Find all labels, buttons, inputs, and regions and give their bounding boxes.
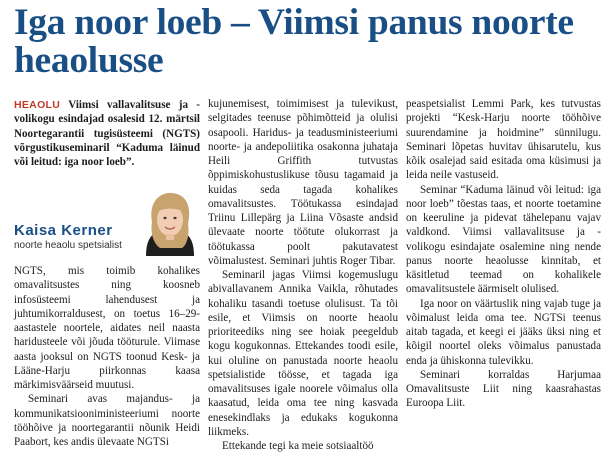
- author-portrait: [132, 190, 208, 256]
- section-label: HEAOLU: [14, 99, 61, 111]
- paragraph: NGTS, mis toimib kohalikes omavalitsustes ning koosneb infosüsteemi lahendusest ja juhtumikorraldusest, on toetus 16–29-aastastele noortele, aidates neil naasta haridusteele või jõuda tööturule. Viimase aasta jooksul on NGTS toonud Kesk- ja Lääne-Harju piirkonnas kaasa märkimisväärseid muutusi.: [14, 265, 200, 391]
- paragraph: Iga noor on väärtuslik ning vajab tuge ja võimalust leida oma tee. NGTSi teenus aitab tagada, et keegi ei jääks üksi ning et kõigil noortel oleks võimalus panustada enda ja ühiskonna tulevikku.: [406, 297, 601, 367]
- author-role: noorte heaolu spetsialist: [14, 240, 122, 251]
- lead-paragraph: [14, 98, 200, 169]
- column-2: [208, 97, 398, 453]
- paragraph: Seminar “Kaduma läinud või leitud: iga noor loeb” tõestas taas, et noorte toetamine on keeruline ja pidevat tähelepanu vajav valdkond. Viimsi vallavalitsuse ja -volikogu esindajate osalemine ning nende panus noorte heaolusse kinnitab, et käsitletud teemad on kohalikele omavalitsustele äärmiselt olulised.: [406, 183, 601, 296]
- paragraph: peaspetsialist Lemmi Park, kes tutvustas projekti “Kesk-Harju noorte tööhõive suurendamine ja hoidmine” sünnilugu. Seminari lõpetas huvitav ühisarutelu, kus kõik osalejad said esitada oma küsimusi ja leida neile vastuseid.: [406, 98, 601, 182]
- author-byline: [14, 190, 200, 254]
- author-name: Kaisa Kerner: [14, 222, 113, 239]
- paragraph: Ettekande tegi ka meie sotsiaaltöö: [222, 440, 374, 452]
- headline: Iga noor loeb – Viimsi panus noorte heaolusse: [14, 2, 574, 81]
- column-1-body: [14, 264, 200, 449]
- paragraph: Seminari avas majandus- ja kommunikatsiooniministeeriumi noorte tööhõive ja noortegarantii nõunik Heidi Paabort, kes andis ülevaate NGTSi: [14, 393, 200, 448]
- column-1-lead: [14, 98, 200, 169]
- paragraph: Seminaril jagas Viimsi kogemuslugu abivallavanem Annika Vaikla, rõhutades kohaliku tasandi toetuse olulisust. Ta tõi esile, et Viimsis on noorte heaolu prioriteediks ning see hoiak peegeldub kogu kogukonnas. Ettekandes toodi esile, kui oluline on panustada noorte heaolu spetsialistide töösse, et tagada iga omavalitsuses igale noorele võimalus olla kaasatud, leida oma tee ning kasvada enesekindlaks ja edukaks kogukonna liikmeks.: [208, 269, 398, 438]
- paragraph: Seminari korraldas Harjumaa Omavalitsuste Liit ning kaasrahastas Euroopa Liit.: [406, 368, 601, 410]
- paragraph: kujunemisest, toimimisest ja tulevikust, selgitades teenuse põhimõtteid ja olulisi osapooli. Haridus- ja teadusministeeriumi noorte- ja andepoliitika osakonna juhataja Heili Griffith tutvustas õppimiskohustuslikuse tõusu tagamaid ja kuidas seda tagada kohalikes omavalitsustes. Töötukassa esindajad Triinu Lillepärg ja Liina Võsaste andsid ülevaate noorte töötute olukorrast ja töötukassa poolt pakutavatest võimalustest. Seminari juhtis Roger Tibar.: [208, 98, 398, 267]
- column-3: [406, 97, 601, 411]
- lead-text: Viimsi vallavalitsuse ja -volikogu esindajad osalesid 12. märtsil Noortegarantii tugisüsteemi (NGTS) võrgustikuseminaril “Kaduma läinud või leitud: iga noor loeb”.: [14, 99, 200, 168]
